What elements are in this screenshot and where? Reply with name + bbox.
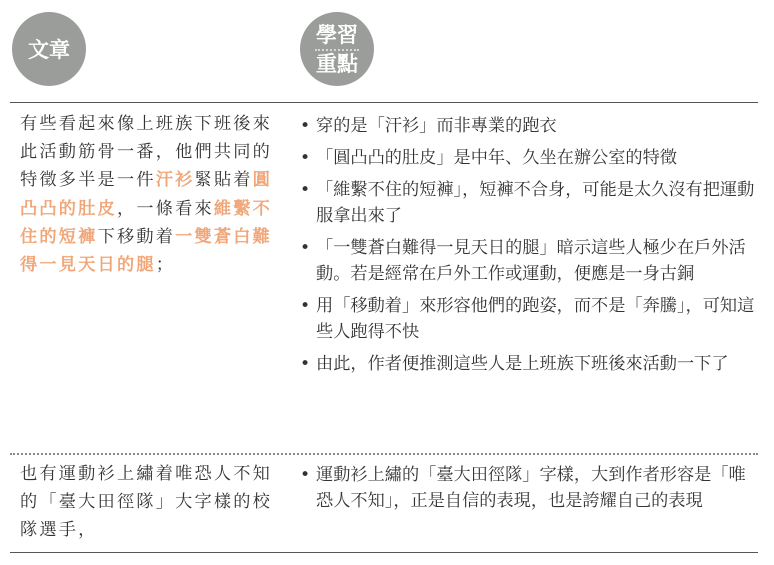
- header-circle-key-points: [300, 12, 374, 86]
- bullet-icon: •: [300, 148, 311, 168]
- key-point-text: 運動衫上繡的「臺大田徑隊」字樣，大到作者形容是「唯恐人不知」，正是自信的表現，也是誇耀自己的表現: [316, 465, 746, 511]
- key-point-text: 用「移動着」來形容他們的跑姿，而不是「奔騰」，可知這些人跑得不快: [316, 296, 755, 342]
- header-text-label: 文章: [28, 37, 70, 62]
- bullet-icon: •: [300, 238, 311, 258]
- passage-segment: 緊貼着: [194, 170, 253, 191]
- key-point-item: [298, 351, 758, 377]
- header-circle-text: [12, 12, 86, 86]
- bullet-icon: •: [300, 180, 311, 200]
- passage-segment: 有些看起來像上班族下班後來此活動筋骨一番，他們共同的特徵多半是一件: [20, 114, 273, 191]
- bullet-icon: •: [300, 296, 311, 316]
- key-point-item: [298, 113, 758, 139]
- header-divider: [10, 102, 758, 103]
- highlighted-phrase: 圓凸凸的肚皮: [20, 170, 273, 219]
- row1-passage: [20, 110, 278, 279]
- highlighted-phrase: 汗衫: [155, 170, 195, 191]
- passage-segment: ；: [155, 255, 176, 276]
- passage-segment: ，一條看來: [116, 198, 214, 219]
- key-point-text: 「一雙蒼白難得一見天日的腿」暗示這些人極少在戶外活動。若是經常在戶外工作或運動，便應是一身古銅: [316, 238, 746, 284]
- key-point-text: 「圓凸凸的肚皮」是中年、久坐在辦公室的特徵: [316, 148, 677, 168]
- key-point-text: 穿的是「汗衫」而非專業的跑衣: [316, 116, 557, 136]
- row-divider: [10, 453, 758, 455]
- row1-points: [298, 113, 758, 377]
- key-point-item: [298, 145, 758, 171]
- bullet-icon: •: [300, 354, 311, 374]
- key-point-item: [298, 293, 758, 345]
- header-key-label-line2: 重點: [316, 50, 358, 76]
- key-point-text: 由此，作者便推測這些人是上班族下班後來活動一下了: [316, 354, 729, 374]
- key-point-item: [298, 462, 758, 514]
- highlighted-phrase: 維繫不住的短褲: [20, 198, 273, 247]
- header-key-label-line1: 學習: [316, 21, 358, 47]
- bullet-icon: •: [300, 116, 311, 136]
- key-point-item: [298, 177, 758, 229]
- row2-passage: 也有運動衫上繡着唯恐人不知的「臺大田徑隊」大字樣的校隊選手，: [20, 464, 273, 541]
- key-point-item: [298, 235, 758, 287]
- bullet-icon: •: [300, 465, 311, 485]
- row2-points: [298, 462, 758, 514]
- key-point-text: 「維繫不住的短褲」，短褲不合身，可能是太久沒有把運動服拿出來了: [316, 180, 755, 226]
- passage-segment: 下移動着: [97, 226, 176, 247]
- bottom-divider: [10, 552, 758, 553]
- highlighted-phrase: 一雙蒼白難得一見天日的腿: [20, 226, 273, 276]
